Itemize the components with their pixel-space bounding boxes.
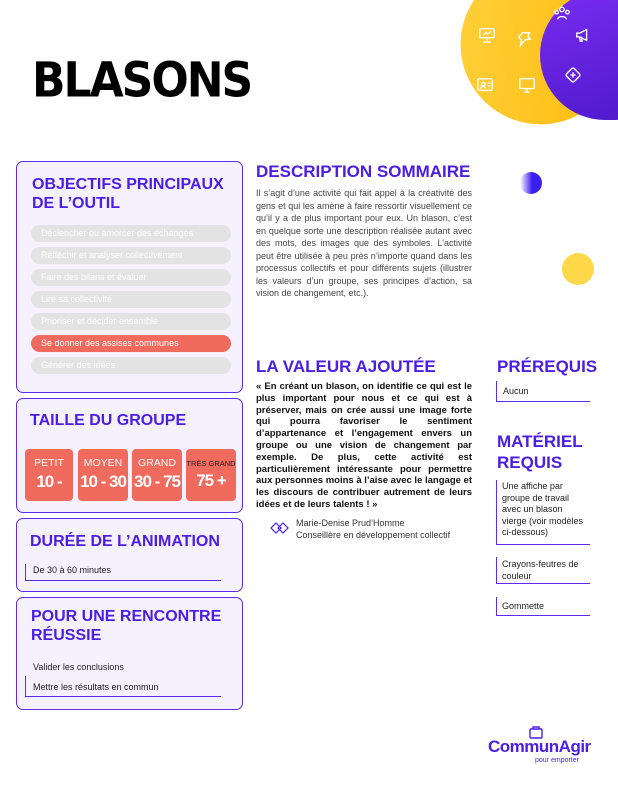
objectif-item: Réfléchir et analyser collectivement [31, 247, 231, 264]
objectif-item: Déclencher ou amorcer des échanges [31, 225, 231, 242]
group-size-label: PETIT [34, 457, 64, 469]
objectifs-heading-line2: DE L’OUTIL [32, 195, 120, 212]
rencontre-heading-line1: POUR UNE RENCONTRE [31, 608, 222, 625]
group-size-range: 75 + [196, 471, 226, 490]
rencontre-panel [16, 597, 243, 710]
decor-blue-circle [520, 172, 542, 194]
profile-card-icon [476, 76, 494, 94]
materiel-item: Gommette [502, 601, 545, 611]
rencontre-heading-line2: RÉUSSIE [31, 627, 102, 644]
description-text: Il s’agit d’une activité qui fait appel à la créativité des gens et qui les amène à faire ressortir visuellement ce qu’il y a de plus important pour eux. Un blason, c’est en quelque sorte une description réalisée autant avec des mots, des images que des symboles. L’activité peut être utilisée à peu près n’importe quand dans les processus collectifs et pour différents sujets (illustrer les valeurs d’un groupe, ses principes d’action, sa vision de changement, etc.). [256, 188, 472, 298]
objectifs-heading [32, 175, 224, 213]
rencontre-item: Mettre les résultats en commun [33, 682, 159, 692]
pin-icon [516, 30, 534, 48]
valeur-quote: « En créant un blason, on identifie ce qui est le plus important pour nous et ce qui est à préserver, mais on crée aussi une image forte qui pourra favoriser le sentiment d’appartenance et l’engagement envers un groupe ou une vision de changement par exemple. De plus, cette activité est particulièrement intéressante pour permettre aux personnes moins à l’aise avec le langage et les discours de contribuer autrement de leurs idées et de leurs talents ! » [256, 381, 472, 510]
valeur-heading: LA VALEUR AJOUTÉE [256, 357, 436, 376]
author-name: Marie-Denise Prud’Homme [296, 518, 405, 528]
group-size-tres-grand [186, 449, 236, 501]
group-size-label: TRÈS GRAND [186, 459, 236, 468]
tag-icon [564, 66, 582, 84]
rencontre-heading [31, 607, 221, 645]
objectif-item-selected: Se donner des assises communes [31, 335, 231, 352]
group-size-grand [132, 449, 182, 501]
presentation-icon [478, 26, 496, 44]
taille-panel [16, 398, 243, 513]
rencontre-item: Valider les conclusions [33, 662, 124, 672]
divider [25, 564, 26, 580]
divider [496, 597, 497, 615]
objectifs-panel [16, 161, 243, 393]
prerequis-value: Aucun [503, 386, 529, 396]
divider [496, 401, 590, 402]
materiel-item: Une affiche par groupe de travail avec un blason vierge (voir modèles ci-dessous) [502, 481, 584, 537]
divider [496, 544, 590, 545]
group-size-label: GRAND [138, 457, 176, 469]
duree-heading: DURÉE DE L’ANIMATION [30, 533, 220, 550]
objectifs-heading-line1: OBJECTIFS PRINCIPAUX [32, 176, 224, 193]
materiel-heading [497, 431, 583, 473]
objectif-item: Prioriser et décider ensemble [31, 313, 231, 330]
divider [496, 381, 497, 401]
objectif-item: Faire des bilans et évaluer [31, 269, 231, 286]
group-size-petit [25, 449, 73, 501]
group-size-range: 30 - 75 [134, 472, 180, 491]
monitor-icon [518, 76, 536, 94]
prerequis-heading: PRÉREQUIS [497, 357, 598, 376]
team-icon [553, 4, 571, 22]
duree-panel [16, 518, 243, 592]
divider [496, 557, 497, 583]
decor-yellow-circle [562, 253, 594, 285]
materiel-heading-line1: MATÉRIEL [497, 432, 583, 451]
divider [496, 583, 590, 584]
duree-value: De 30 à 60 minutes [33, 565, 112, 575]
objectif-item: Lire sa collectivité [31, 291, 231, 308]
divider [25, 676, 26, 696]
divider [496, 615, 590, 616]
objectif-item: Générer des idées [31, 357, 231, 374]
group-size-range: 10 - [36, 472, 62, 491]
logo-tagline: pour emporter [535, 757, 579, 764]
divider [496, 480, 497, 544]
group-size-label: MOYEN [83, 457, 123, 469]
logo-name: CommunAgir [488, 737, 591, 756]
materiel-item: Crayons-feutres de couleur [502, 559, 579, 581]
group-size-moyen [78, 449, 128, 501]
divider [25, 696, 221, 697]
description-heading: DESCRIPTION SOMMAIRE [256, 162, 471, 181]
quote-author-icon [270, 522, 290, 534]
author-role: Conseillère en développement collectif [296, 530, 451, 540]
page-title: BLASONS [32, 52, 252, 109]
taille-heading: TAILLE DU GROUPE [30, 412, 187, 429]
materiel-heading-line2: REQUIS [497, 453, 563, 472]
divider [25, 580, 221, 581]
megaphone-icon [574, 26, 592, 44]
group-size-range: 10 - 30 [80, 472, 126, 491]
